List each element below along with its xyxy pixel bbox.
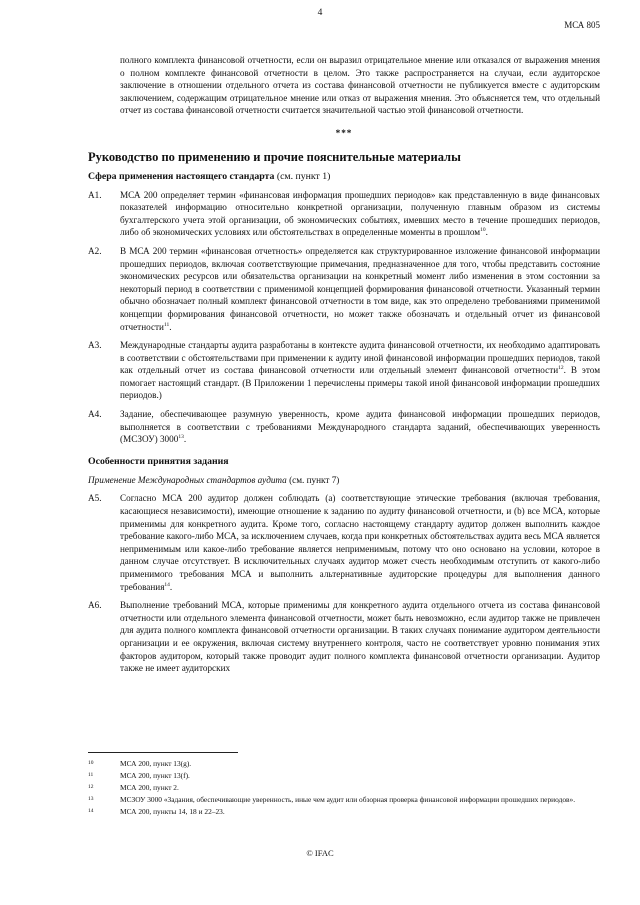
paragraph [88,339,600,402]
page-number: 4 [317,8,323,18]
paragraph [88,492,600,593]
footnote-text: МСА 200, пункт 13(f). [120,771,190,780]
footnote-number: 10 [88,760,94,766]
paragraph-text: В МСА 200 термин «финансовая отчетность» определяется как структурированное изложение финансовой информации прошедших периодов, включая соответствующие примечания, предназначенное для того, чтобы представить состояние экономических ресурсов или обязательства организации на конкретный момент либо изменения в этом состоянии за некоторый период в соответствии с применимой концепцией формирования финансовой отчетности. Указанный термин обычно обозначает полный комплект финансовой отчетности в том виде, как это определено требованиями применимой концепции формирования финансовой отчетности, но может также обозначать и отдельный отчет из финансовой отчетности$^{11}$. [120,245,600,332]
standard-code: МСА 805 [564,20,600,30]
paragraph-text: Выполнение требований МСА, которые применимы для конкретного аудита отдельного отчета из состава финансовой отчетности или отдельного элемента финансовой отчетности, может быть невозможно, если аудитор также не привлечен для аудита полного комплекта финансовой отчетности организации. В таких случаях понимание аудитором деятельности организации и ее окружения, включая систему внутреннего контроля, часто не соответствует уровню понимания этих факторов аудитором, который также проводит аудит полного комплекта финансовой отчетности организации. Аудитор также не имеет аудиторских [120,600,600,674]
paragraph-label: A5. [88,493,102,504]
footnote-ref[interactable]: 10 [480,227,486,234]
footnotes [88,759,600,819]
intro-paragraph: полного комплекта финансовой отчетности, если он выразил отрицательное мнение или отказался от выражения мнения о полном комплекте финансовой отчетности в целом. Это также распространяется на случаи, если аудиторское заключение в отношении отдельного отчета из состава финансовой отчетности не публикуется вместе с аудиторским заключением, содержащим отрицательное мнение или отказ от выражения мнения. Это объясняется тем, что отдельный отчет из состава финансовой отчетности считается значительной частью этой финансовой отчетности. [120,55,600,116]
footnote-ref[interactable]: 13 [178,434,184,441]
paragraph-label: A1. [88,189,102,200]
paragraph-text: Международные стандарты аудита разработаны в контексте аудита финансовой отчетности, их необходимо адаптировать в соответствии с обстоятельствами при применении к аудиту иной финансовой информации прошедших периодов, такой как отдельный отчет из состава финансовой отчетности или отдельный элемент финансовой отчетности$^{12}$. В этом помогает настоящий стандарт. (В Приложении 1 перечислены примеры такой иной финансовой информации прошедших периодов.) [120,340,601,401]
footnote-ref[interactable]: 12 [558,365,564,372]
footnote-item [88,771,600,782]
paragraph [88,599,600,675]
paragraph-text: Задание, обеспечивающее разумную уверенность, кроме аудита финансовой информации прошедших периодов, выполняется в соответствии с требованиями Международного стандарта заданий, обеспечивающих уверенность (МСЗОУ) 3000$^{13}$. [120,409,600,445]
footnote-text: МСА 200, пункт 13(g). [120,759,192,768]
paragraph-text: Согласно МСА 200 аудитор должен соблюдать (а) соответствующие этические требования (включая требования, касающиеся независимости), имеющие отношение к заданию по аудиту финансовой отчетности, и (b) все МСА, которые применимы для конкретного аудита. Кроме того, согласно настоящему стандарту аудитор должен выполнить каждое требование какого-либо МСА, за исключением случаев, когда при конкретных обстоятельствах аудита весь МСА является неприменимым или какое-либо требование является неприменимым, потому что оно основано на условии, которое в данном случае отсутствует. В исключительных случаях аудитор может счесть необходимым отступить от какого-либо применимого требования МСА и выполнить альтернативные аудиторские процедуры для выполнения данного требования$^{14}$. [120,493,600,592]
paragraph [88,245,600,333]
document-body [88,54,600,681]
footnote-ref[interactable]: 11 [163,321,170,328]
paragraph-list-scope [88,189,600,446]
footnote-ref[interactable]: 14 [164,581,170,588]
paragraph-label: A2. [88,245,102,256]
footnote-item [88,795,600,806]
footnote-number: 14 [88,808,94,814]
subsection-title-scope: Сфера применения настоящего стандарта (см. пункт 1) [88,170,331,182]
footnote-item [88,759,600,770]
paragraph-list-acceptance [88,492,600,674]
footnote-text: МСЗОУ 3000 «Задания, обеспечивающие уверенность, иные чем аудит или обзорная проверка финансовой информации прошедших периодов». [120,795,576,804]
section-title: Руководство по применению и прочие пояснительные материалы [88,149,461,164]
paragraph [88,189,600,239]
paragraph-label: A6. [88,600,102,611]
footnote-item [88,783,600,794]
paragraph-label: A3. [88,340,102,351]
section-separator: *** [335,127,353,138]
footnote-item [88,807,600,818]
footnote-divider [88,752,238,753]
footer-copyright: © IFAC [306,848,334,858]
subheading-application: Применение Международных стандартов аудита (см. пункт 7) [88,474,340,485]
paragraph [88,408,600,446]
paragraph-label: A4. [88,409,102,420]
subsection-title-acceptance: Особенности принятия задания [88,455,229,467]
footnote-text: МСА 200, пункты 14, 18 и 22–23. [120,807,225,816]
footnote-number: 13 [88,796,94,802]
footnote-text: МСА 200, пункт 2. [120,783,179,792]
paragraph-text: МСА 200 определяет термин «финансовая информация прошедших периодов» как представленную в виде финансовых показателей информацию относительно конкретной организации, полученную главным образом из системы бухгалтерского учета этой организации, об экономических событиях, имевших место в течение прошедших периодов, либо об экономических условиях или обстоятельствах в определенные моменты в прошлом$^{10}$. [120,189,600,238]
footnote-number: 11 [88,772,94,778]
footnote-number: 12 [88,784,94,790]
